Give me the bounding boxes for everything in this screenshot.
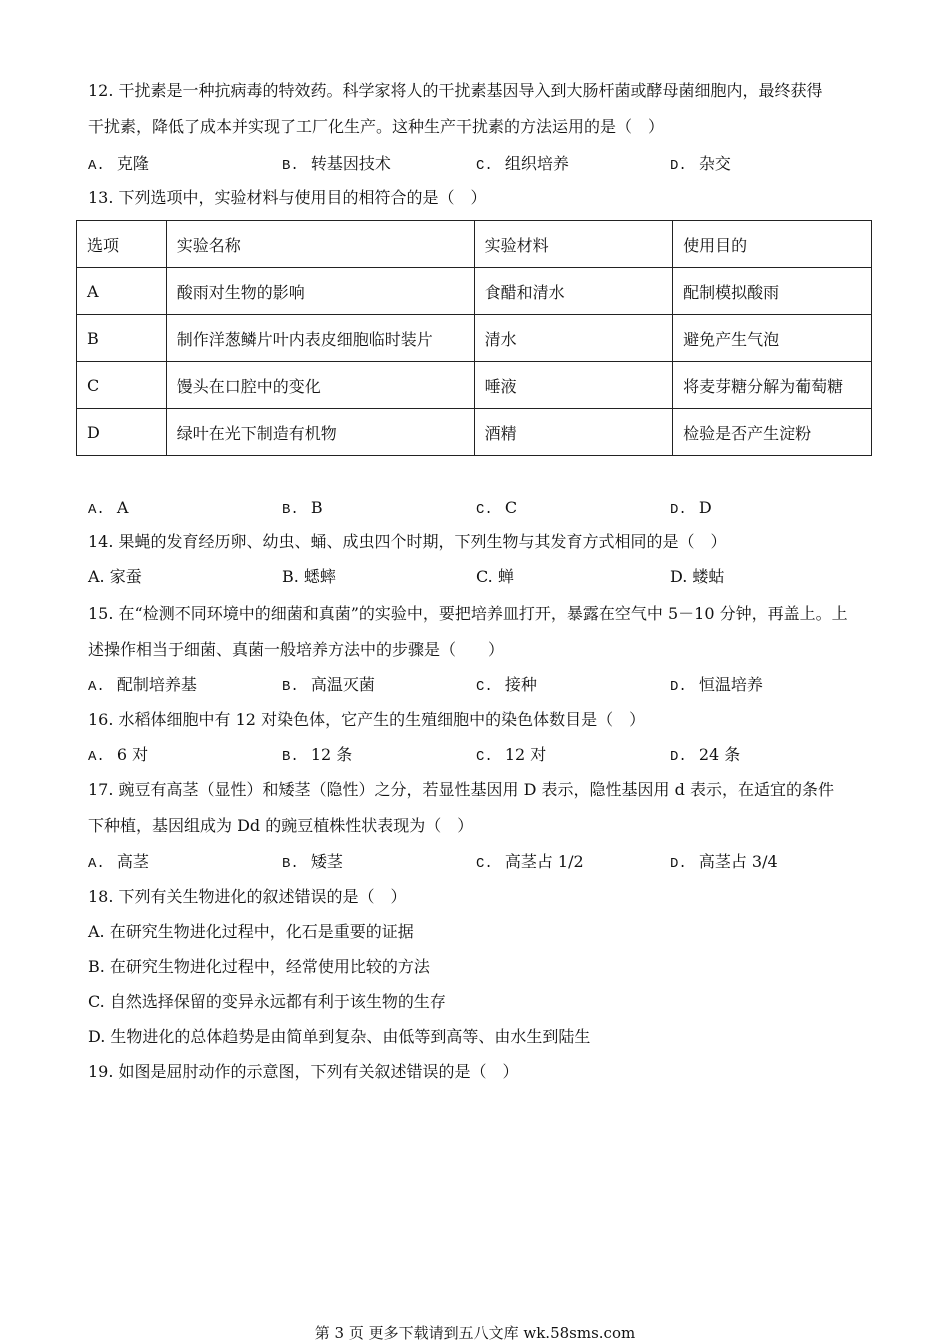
q15-option-d[interactable]: D. 恒温培养 xyxy=(670,675,763,695)
table-cell: B xyxy=(77,315,167,362)
table-header-row xyxy=(77,221,872,268)
q17-option-d[interactable]: D. 高茎占 3/4 xyxy=(670,852,778,872)
table-cell: D xyxy=(77,409,167,456)
table-row xyxy=(77,268,872,315)
q12-option-a[interactable]: A. 克隆 xyxy=(88,154,149,174)
q14-options xyxy=(88,562,868,592)
q17-stem-line2: 下种植，基因组成为 Dd 的豌豆植株性状表现为（ ） xyxy=(88,816,474,835)
q13-option-a[interactable]: A. A xyxy=(88,498,129,518)
table-cell: A xyxy=(77,268,167,315)
q17-options xyxy=(88,847,868,877)
table-row xyxy=(77,409,872,456)
table-cell: 绿叶在光下制造有机物 xyxy=(166,409,474,456)
q17-option-b[interactable]: B. 矮茎 xyxy=(282,852,343,872)
q18-option-c[interactable]: C. 自然选择保留的变异永远都有利于该生物的生存 xyxy=(88,992,446,1011)
table-cell: 食醋和清水 xyxy=(474,268,672,315)
table-cell: C xyxy=(77,362,167,409)
q13-option-c[interactable]: C. C xyxy=(476,498,518,518)
table-cell: 唾液 xyxy=(474,362,672,409)
q16-option-d[interactable]: D. 24 条 xyxy=(670,745,741,765)
q15-stem-line1: 15. 在“检测不同环境中的细菌和真菌”的实验中，要把培养皿打开，暴露在空气中 5－10 分钟，再盖上。上 xyxy=(88,604,848,623)
table-cell: 制作洋葱鳞片叶内表皮细胞临时装片 xyxy=(166,315,474,362)
q12-option-b[interactable]: B. 转基因技术 xyxy=(282,154,391,174)
q13-option-d[interactable]: D. D xyxy=(670,498,712,518)
table-header-cell: 选项 xyxy=(77,221,167,268)
q19-stem: 19. 如图是屈肘动作的示意图，下列有关叙述错误的是（ ） xyxy=(88,1062,519,1081)
q13-experiment-table xyxy=(76,220,872,456)
q12-option-c[interactable]: C. 组织培养 xyxy=(476,154,569,174)
q16-options xyxy=(88,740,868,770)
table-cell: 酸雨对生物的影响 xyxy=(166,268,474,315)
q12-stem-line1: 12. 干扰素是一种抗病毒的特效药。科学家将人的干扰素基因导入到大肠杆菌或酵母菌细胞内，最终获得 xyxy=(88,81,823,100)
table-header-cell: 使用目的 xyxy=(673,221,872,268)
q15-option-c[interactable]: C. 接种 xyxy=(476,675,537,695)
q14-option-c[interactable]: C. 蝉 xyxy=(476,567,514,586)
q15-stem-line2: 述操作相当于细菌、真菌一般培养方法中的步骤是（ ） xyxy=(88,640,505,659)
table-header-cell: 实验材料 xyxy=(474,221,672,268)
q16-option-b[interactable]: B. 12 条 xyxy=(282,745,353,765)
q14-option-b[interactable]: B. 蟋蟀 xyxy=(282,567,336,586)
q16-option-a[interactable]: A. 6 对 xyxy=(88,745,149,765)
q17-stem-line1: 17. 豌豆有高茎（显性）和矮茎（隐性）之分，若显性基因用 D 表示，隐性基因用 d 表示，在适宜的条件 xyxy=(88,780,834,799)
q18-option-b[interactable]: B. 在研究生物进化过程中，经常使用比较的方法 xyxy=(88,957,430,976)
q14-option-d[interactable]: D. 蝼蛄 xyxy=(670,567,725,586)
table-row xyxy=(77,362,872,409)
q18-option-d[interactable]: D. 生物进化的总体趋势是由简单到复杂、由低等到高等、由水生到陆生 xyxy=(88,1027,591,1046)
page-footer: 第 3 页 更多下载请到五八文库 wk.58sms.com xyxy=(314,1324,636,1342)
q13-options xyxy=(88,493,868,523)
q17-option-a[interactable]: A. 高茎 xyxy=(88,852,149,872)
q16-stem: 16. 水稻体细胞中有 12 对染色体，它产生的生殖细胞中的染色体数目是（ ） xyxy=(88,710,646,729)
q16-option-c[interactable]: C. 12 对 xyxy=(476,745,547,765)
q15-options xyxy=(88,670,868,700)
q18-option-a[interactable]: A. 在研究生物进化过程中，化石是重要的证据 xyxy=(88,922,414,941)
q12-stem-line2: 干扰素，降低了成本并实现了工厂化生产。这种生产干扰素的方法运用的是（ ） xyxy=(88,117,665,136)
q13-stem: 13. 下列选项中，实验材料与使用目的相符合的是（ ） xyxy=(88,188,487,207)
table-cell: 避免产生气泡 xyxy=(673,315,872,362)
q12-options xyxy=(88,149,868,179)
q15-option-a[interactable]: A. 配制培养基 xyxy=(88,675,197,695)
q12-option-d[interactable]: D. 杂交 xyxy=(670,154,731,174)
table-header-cell: 实验名称 xyxy=(166,221,474,268)
q17-option-c[interactable]: C. 高茎占 1/2 xyxy=(476,852,584,872)
q13-option-b[interactable]: B. B xyxy=(282,498,323,518)
table-cell: 清水 xyxy=(474,315,672,362)
table-row xyxy=(77,315,872,362)
table-cell: 酒精 xyxy=(474,409,672,456)
table-cell: 将麦芽糖分解为葡萄糖 xyxy=(673,362,872,409)
q15-option-b[interactable]: B. 高温灭菌 xyxy=(282,675,375,695)
table-cell: 馒头在口腔中的变化 xyxy=(166,362,474,409)
q14-stem: 14. 果蝇的发育经历卵、幼虫、蛹、成虫四个时期，下列生物与其发育方式相同的是（ ） xyxy=(88,532,727,551)
q18-stem: 18. 下列有关生物进化的叙述错误的是（ ） xyxy=(88,887,407,906)
q14-option-a[interactable]: A. 家蚕 xyxy=(88,567,142,586)
table-cell: 配制模拟酸雨 xyxy=(673,268,872,315)
table-cell: 检验是否产生淀粉 xyxy=(673,409,872,456)
